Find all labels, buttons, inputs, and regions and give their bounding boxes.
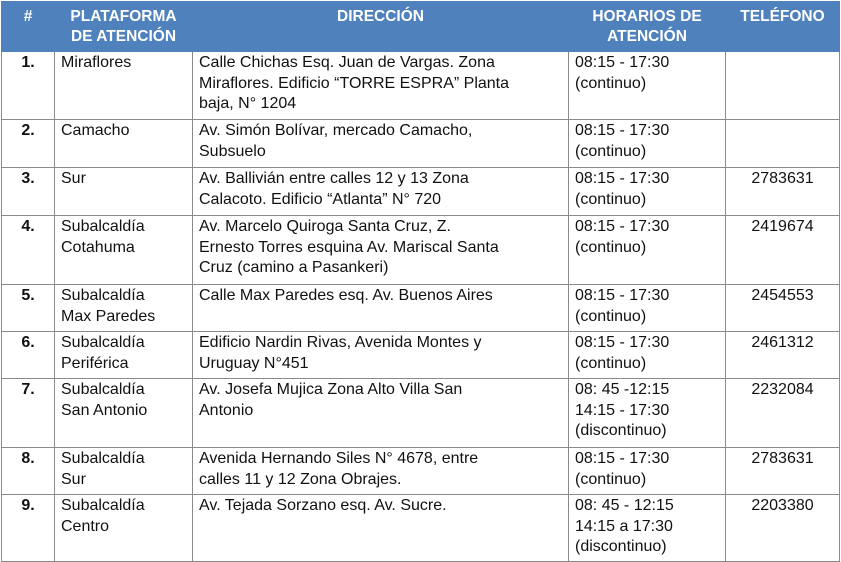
cell-phone: 2203380	[726, 495, 840, 562]
cell-hours: 08:15 - 17:30 (continuo)	[569, 216, 726, 285]
cell-phone	[726, 120, 840, 168]
table-row	[2, 52, 840, 120]
cell-row-number: 3.	[2, 168, 55, 216]
cell-address: Av. Simón Bolívar, mercado Camacho, Subsuelo	[193, 120, 569, 168]
cell-address: Edificio Nardin Rivas, Avenida Montes y Uruguay N°451	[193, 332, 569, 379]
cell-platform-name: Camacho	[55, 120, 193, 168]
cell-address: Calle Chichas Esq. Juan de Vargas. Zona Miraflores. Edificio “TORRE ESPRA” Planta baja, N° 1204	[193, 52, 569, 120]
table-row	[2, 332, 840, 379]
cell-address: Av. Josefa Mujica Zona Alto Villa San Antonio	[193, 379, 569, 448]
cell-row-number: 7.	[2, 379, 55, 448]
cell-platform-name: Subalcaldía Sur	[55, 448, 193, 495]
cell-platform-name: Subalcaldía Cotahuma	[55, 216, 193, 285]
cell-row-number: 4.	[2, 216, 55, 285]
cell-row-number: 8.	[2, 448, 55, 495]
cell-phone: 2461312	[726, 332, 840, 379]
cell-phone	[726, 52, 840, 120]
cell-hours: 08:15 - 17:30 (continuo)	[569, 448, 726, 495]
cell-platform-name: Sur	[55, 168, 193, 216]
cell-hours: 08:15 - 17:30 (continuo)	[569, 168, 726, 216]
cell-address: Avenida Hernando Siles N° 4678, entre calles 11 y 12 Zona Obrajes.	[193, 448, 569, 495]
cell-address: Av. Ballivián entre calles 12 y 13 Zona Calacoto. Edificio “Atlanta” N° 720	[193, 168, 569, 216]
table-row	[2, 448, 840, 495]
header-row	[2, 2, 840, 52]
cell-phone: 2419674	[726, 216, 840, 285]
cell-phone: 2232084	[726, 379, 840, 448]
cell-platform-name: Subalcaldía San Antonio	[55, 379, 193, 448]
table-row	[2, 379, 840, 448]
cell-row-number: 9.	[2, 495, 55, 562]
table-row	[2, 495, 840, 562]
cell-row-number: 2.	[2, 120, 55, 168]
cell-row-number: 5.	[2, 285, 55, 332]
table-row	[2, 285, 840, 332]
cell-row-number: 6.	[2, 332, 55, 379]
cell-hours: 08:15 - 17:30 (continuo)	[569, 52, 726, 120]
cell-platform-name: Subalcaldía Centro	[55, 495, 193, 562]
header-platform: PLATAFORMA DE ATENCIÓN	[55, 2, 193, 52]
cell-phone: 2783631	[726, 168, 840, 216]
cell-hours: 08: 45 - 12:15 14:15 a 17:30 (discontinuo)	[569, 495, 726, 562]
cell-hours: 08:15 - 17:30 (continuo)	[569, 285, 726, 332]
header-number: #	[2, 2, 55, 52]
header-phone: TELÉFONO	[726, 2, 840, 52]
attention-platforms-table	[1, 1, 840, 562]
cell-address: Av. Tejada Sorzano esq. Av. Sucre.	[193, 495, 569, 562]
cell-hours: 08:15 - 17:30 (continuo)	[569, 332, 726, 379]
cell-phone: 2454553	[726, 285, 840, 332]
cell-hours: 08: 45 -12:15 14:15 - 17:30 (discontinuo)	[569, 379, 726, 448]
table-row	[2, 216, 840, 285]
cell-platform-name: Miraflores	[55, 52, 193, 120]
cell-row-number: 1.	[2, 52, 55, 120]
cell-hours: 08:15 - 17:30 (continuo)	[569, 120, 726, 168]
cell-platform-name: Subalcaldía Periférica	[55, 332, 193, 379]
header-address: DIRECCIÓN	[193, 2, 569, 52]
table-row	[2, 120, 840, 168]
table-row	[2, 168, 840, 216]
cell-address: Av. Marcelo Quiroga Santa Cruz, Z. Ernesto Torres esquina Av. Mariscal Santa Cruz (camino a Pasankeri)	[193, 216, 569, 285]
cell-address: Calle Max Paredes esq. Av. Buenos Aires	[193, 285, 569, 332]
cell-platform-name: Subalcaldía Max Paredes	[55, 285, 193, 332]
header-hours: HORARIOS DE ATENCIÓN	[569, 2, 726, 52]
cell-phone: 2783631	[726, 448, 840, 495]
table-body	[2, 52, 840, 562]
